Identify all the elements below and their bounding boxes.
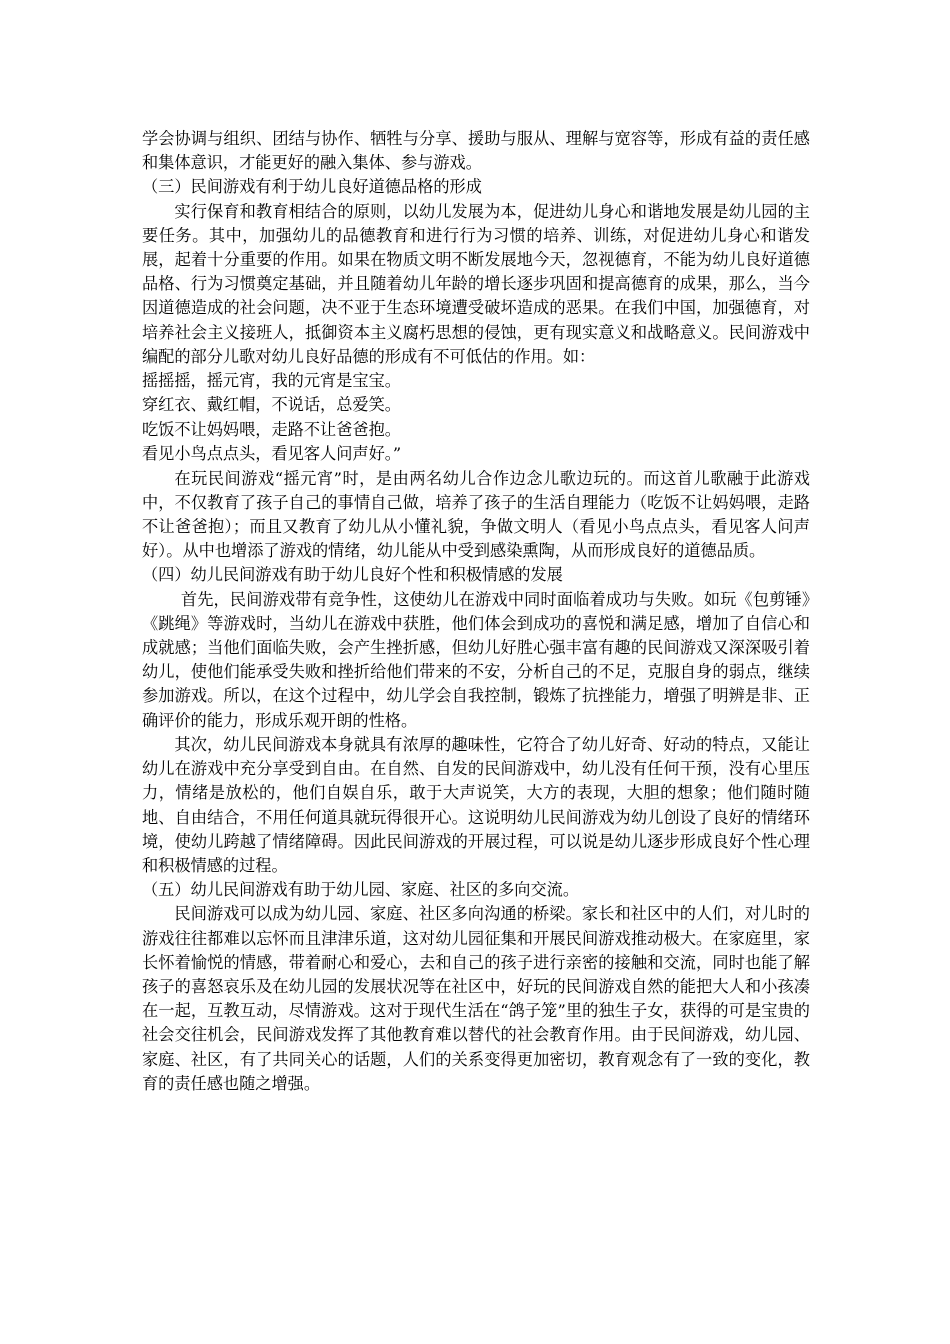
paragraph-communication: 民间游戏可以成为幼儿园、家庭、社区多向沟通的桥梁。家长和社区中的人们，对儿时的游戏往往都难以忘怀而且津津乐道，这对幼儿园征集和开展民间游戏推动极大。在家庭里，家长怀着愉悦的情感，带着耐心和爱心，去和自己的孩子进行亲密的接触和交流，同时也能了解孩子的喜怒哀乐及在幼儿园的发展状况等在社区中，好玩的民间游戏自然的能把大人和小孩凑在一起，互教互动，尽情游戏。这对于现代生活在“鸽子笼”里的独生子女，获得的可是宝贵的社会交往机会，民间游戏发挥了其他教育难以替代的社会教育作用。由于民间游戏，幼儿园、家庭、社区，有了共同关心的话题，人们的关系变得更加密切，教育观念有了一致的变化，教育的责任感也随之增强。 [142, 904, 810, 1093]
document-page [142, 127, 810, 1096]
paragraph-competition: 首先，民间游戏带有竞争性，这使幼儿在游戏中同时面临着成功与失败。如玩《包剪锤》《跳绳》等游戏时，当幼儿在游戏中获胜，他们体会到成功的喜悦和满足感，增加了自信心和成就感；当他们面临失败，会产生挫折感，但幼儿好胜心强丰富有趣的民间游戏又深深吸引着幼儿，使他们能承受失败和挫折给他们带来的不安，分析自己的不足，克服自身的弱点，继续参加游戏。所以，在这个过程中，幼儿学会自我控制，锻炼了抗挫能力，增强了明辨是非、正确评价的能力，形成乐观开朗的性格。 [142, 589, 810, 730]
rhyme-line-1: 摇摇摇，摇元宵，我的元宵是宝宝。 [142, 371, 401, 391]
section-heading-3: （三）民间游戏有利于幼儿良好道德品格的形成 [142, 177, 482, 197]
rhyme-line-3: 吃饭不让妈妈喂，走路不让爸爸抱。 [142, 419, 401, 439]
paragraph-continuation: 学会协调与组织、团结与协作、牺牲与分享、援助与服从、理解与宽容等，形成有益的责任感和集体意识，才能更好的融入集体、参与游戏。 [142, 129, 810, 173]
rhyme-line-4: 看见小鸟点点头，看见客人问声好。” [142, 444, 402, 464]
section-heading-4: （四）幼儿民间游戏有助于幼儿良好个性和积极情感的发展 [142, 565, 563, 585]
rhyme-line-2: 穿红衣、戴红帽，不说话，总爱笑。 [142, 395, 401, 415]
paragraph-yaoyuanxiao: 在玩民间游戏“摇元宵”时，是由两名幼儿合作边念儿歌边玩的。而这首儿歌融于此游戏中，不仅教育了孩子自己的事情自己做，培养了孩子的生活自理能力（吃饭不让妈妈喂，走路不让爸爸抱）；而且又教育了幼儿从小懂礼貌，争做文明人（看见小鸟点点头，看见客人问声好）。从中也增添了游戏的情绪，幼儿能从中受到感染熏陶，从而形成良好的道德品质。 [142, 468, 810, 561]
paragraph-interest: 其次，幼儿民间游戏本身就具有浓厚的趣味性，它符合了幼儿好奇、好动的特点，又能让幼儿在游戏中充分享受到自由。在自然、自发的民间游戏中，幼儿没有任何干预，没有心里压力，情绪是放松的，他们自娱自乐，敢于大声说笑，大方的表现，大胆的想象；他们随时随地、自由结合，不用任何道具就玩得很开心。这说明幼儿民间游戏为幼儿创设了良好的情绪环境，使幼儿跨越了情绪障碍。因此民间游戏的开展过程，可以说是幼儿逐步形成良好个性心理和积极情感的过程。 [142, 734, 810, 875]
paragraph-moral-education: 实行保育和教育相结合的原则，以幼儿发展为本，促进幼儿身心和谐地发展是幼儿园的主要任务。其中，加强幼儿的品德教育和进行行为习惯的培养、训练，对促进幼儿身心和谐发展，起着十分重要的作用。如果在物质文明不断发展地今天，忽视德育，不能为幼儿良好道德品格、行为习惯奠定基础，并且随着幼儿年龄的增长逐步巩固和提高德育的成果，那么，当今因道德造成的社会问题，决不亚于生态环境遭受破坏造成的恶果。在我们中国，加强德育，对培养社会主义接班人，抵御资本主义腐朽思想的侵蚀，更有现实意义和战略意义。民间游戏中编配的部分儿歌对幼儿良好品德的形成有不可低估的作用。如： [142, 201, 810, 366]
section-heading-5: （五）幼儿民间游戏有助于幼儿园、家庭、社区的多向交流。 [142, 880, 580, 900]
